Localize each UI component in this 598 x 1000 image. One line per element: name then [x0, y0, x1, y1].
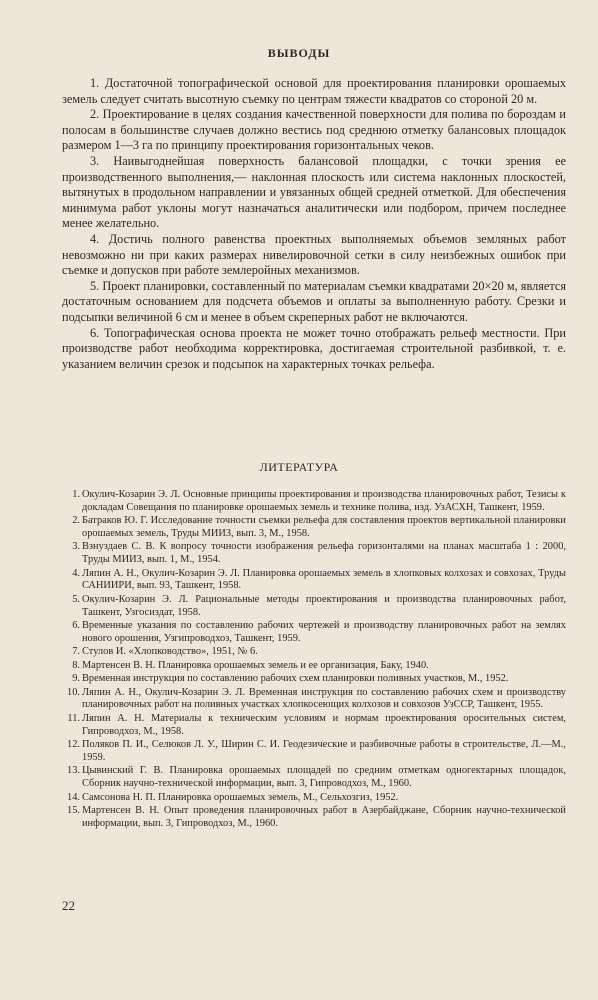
reference-number: 2. [72, 515, 80, 527]
conclusion-paragraph-2: 2. Проектирование в целях создания качественной поверхности для полива по бороздам и полосам в большинстве случаев должно вестись под среднюю отметку балансовых площадок размером 1—3 га по принципу проектирования горизонтальных чеков. [62, 107, 566, 153]
reference-item [56, 515, 566, 540]
reference-text: Временная инструкция по составлению рабочих схем планировки поливных участков, М., 1952. [82, 673, 509, 685]
reference-item [56, 713, 566, 738]
reference-number: 1. [72, 489, 80, 500]
reference-item [56, 594, 566, 619]
reference-number: 9. [72, 673, 80, 685]
reference-number: 7. [72, 646, 80, 658]
reference-text: Самсонова Н. П. Планировка орошаемых земель, М., Сельхозгиз, 1952. [82, 791, 399, 803]
reference-item [56, 541, 566, 566]
reference-item [56, 673, 566, 686]
reference-item [56, 568, 566, 593]
reference-item [56, 646, 566, 659]
reference-item [56, 765, 566, 790]
reference-number: 11. [67, 712, 80, 724]
reference-text: Цывинский Г. В. Планировка орошаемых площадей по средним отметкам одногектарных площадок, Сборник научно-технической информации, вып. 3, Гипроводхоз, М., 1960. [82, 765, 566, 790]
reference-number: 12. [67, 739, 80, 751]
literature-heading: ЛИТЕРАТУРА [259, 460, 339, 474]
reference-text: Мартенсен В. Н. Опыт проведения планировочных работ в Азербайджане, Сборник научно-технической информации, вып. 3, Гипроводхоз, М., 1960. [82, 805, 566, 829]
page-number: 22 [62, 898, 75, 913]
reference-text: Временные указания по составлению рабочих чертежей и производству планировочных работ на землях нового орошения, Узгипроводхоз, Ташкент, 1959. [82, 620, 566, 644]
reference-item [56, 792, 566, 805]
reference-text: Поляков П. И., Селюков Л. У., Ширин С. И. Геодезические и разбивочные работы в строительстве, Л.—М., 1959. [82, 739, 566, 763]
reference-item [56, 687, 566, 712]
reference-text: Окулич-Козарин Э. Л. Основные принципы проектирования и производства планировочных работ, Тезисы к докладам Совещания по планировке орошаемых земель и технике полива, изд. УзАСХН, Ташкент, 1959. [82, 489, 566, 513]
reference-item [56, 660, 566, 673]
reference-number: 14. [67, 791, 80, 803]
reference-item [56, 620, 566, 645]
conclusion-paragraph-5: 5. Проект планировки, составленный по материалам съемки квадратами 20×20 м, является достаточным основанием для подсчета объемов и оплаты за выполненную работу. Срезки и подсыпки величиной 6 см и менее в объем скреперных работ не включаются. [62, 278, 566, 324]
reference-number: 13. [67, 765, 80, 777]
reference-text: Ляпин А. Н., Окулич-Козарин Э. Л. Временная инструкция по составлению рабочих схем и производству планировочных работ на поливных участках хлопкосеющих колхозов и совхозов УзССР, Ташкент, 1955. [82, 686, 566, 711]
reference-number: 8. [72, 659, 80, 671]
reference-text: Мартенсен В. Н. Планировка орошаемых земель и ее организация, Баку, 1940. [82, 659, 429, 671]
reference-number: 5. [72, 593, 80, 605]
reference-number: 4. [72, 567, 80, 579]
reference-text: Окулич-Козарин Э. Л. Рациональные методы проектирования и производства планировочных работ, Ташкент, Узгосиздат, 1958. [82, 593, 566, 618]
reference-item [56, 739, 566, 764]
reference-text: Батраков Ю. Г. Исследование точности съемки рельефа для составления проектов вертикальной планировки орошаемых земель, Труды МИИЗ, вып. 3, М., 1958. [82, 515, 566, 539]
conclusions-heading: ВЫВОДЫ [267, 46, 331, 60]
reference-text: Взнуздаев С. В. К вопросу точности изображения рельефа горизонталями на планах масштаба 1 : 2000, Труды МИИЗ, вып. 1, М., 1954. [82, 541, 566, 566]
reference-item [56, 805, 566, 830]
reference-text: Стулов И. «Хлопководство», 1951, № 6. [82, 646, 258, 658]
conclusion-paragraph-6: 6. Топографическая основа проекта не может точно отображать рельеф местности. При производстве работ необходима корректировка, достигаемая строительной разбивкой, т. е. указанием величин срезок и подсыпок на характерных точках рельефа. [62, 325, 566, 371]
reference-number: 6. [72, 620, 80, 632]
conclusions-section [62, 76, 566, 372]
reference-item [56, 489, 566, 514]
conclusion-paragraph-1: 1. Достаточной топографической основой для проектирования планировки орошаемых земель следует считать высотную съемку по центрам тяжести квадратов со стороной 20 м. [62, 76, 566, 106]
reference-number: 10. [67, 686, 80, 698]
reference-text: Ляпин А. Н., Окулич-Козарин Э. Л. Планировка орошаемых земель в хлопковых колхозах и совхозах, Труды САНИИРИ, вып. 93, Ташкент, 1958. [82, 567, 566, 592]
reference-number: 3. [72, 541, 80, 553]
conclusion-paragraph-3: 3. Наивыгоднейшая поверхность балансовой площадки, с точки зрения ее производственного выполнения,— наклонная плоскость или система наклонных плоскостей, вытянутых в продольном направлении и увязанных общей средней отметкой. Для обеспечения минимума работ уклоны могут назначаться аналитически или подбором, причем последнее менее желательно. [62, 153, 566, 231]
reference-text: Ляпин А. Н. Материалы к техническим условиям и нормам проектирования оросительных систем, Гипроводхоз, М., 1958. [82, 712, 566, 737]
conclusion-paragraph-4: 4. Достичь полного равенства проектных выполняемых объемов земляных работ невозможно ни при каких размерах нивелировочной сетки в силу неизбежных ошибок при съемке и допусков при работе землеройных механизмов. [62, 231, 566, 278]
reference-list [56, 489, 566, 831]
reference-number: 15. [67, 805, 80, 817]
